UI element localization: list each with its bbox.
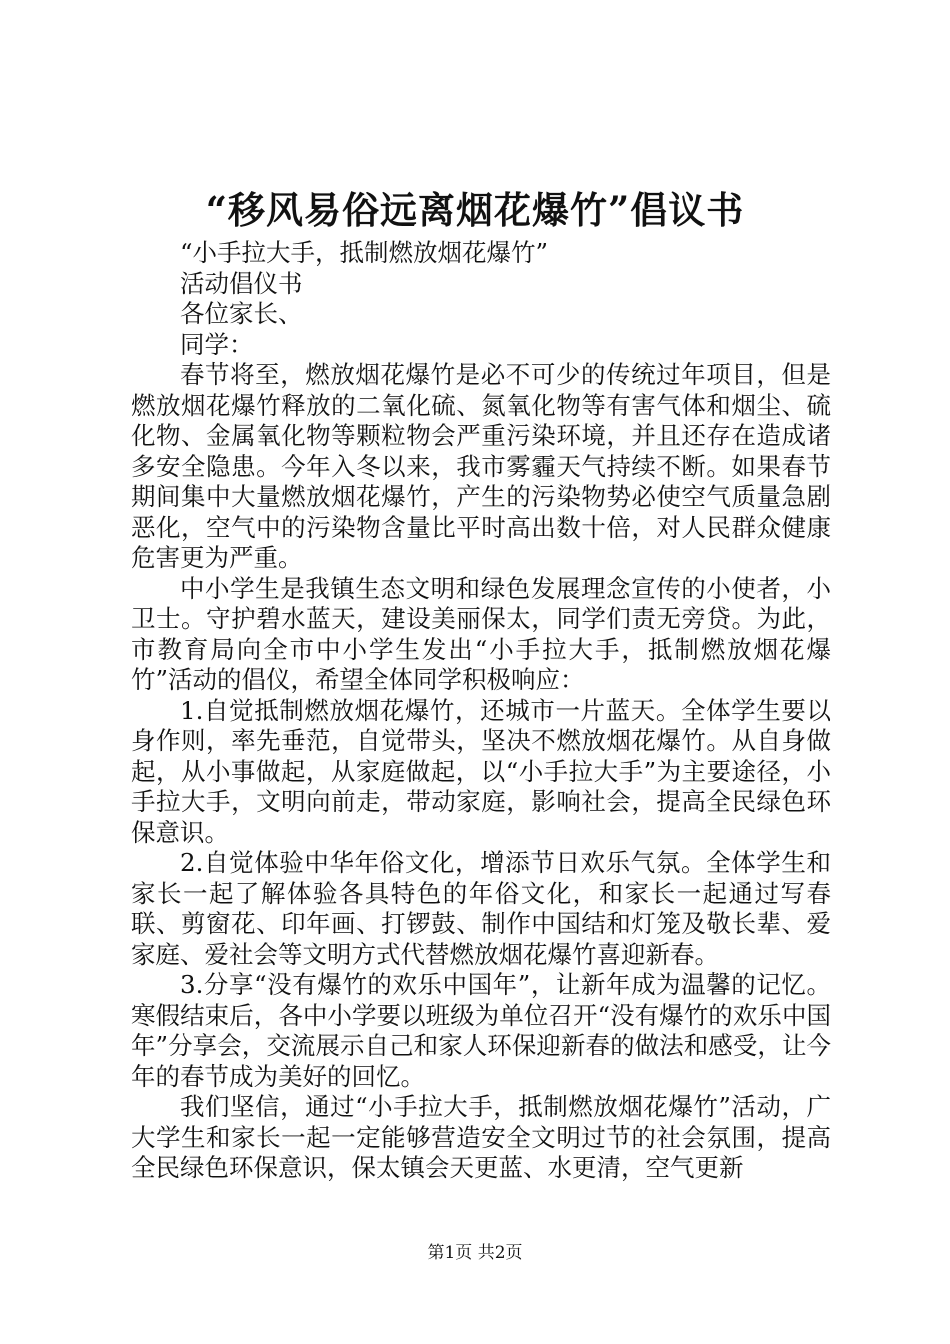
body-paragraph: 我们坚信，通过“小手拉大手，抵制燃放烟花爆竹”活动，广大学生和家长一起一定能够营造安全文明过节的社会氛围，提高全民绿色环保意识，保太镇会天更蓝、水更清，空气更新: [131, 1092, 831, 1182]
body-paragraph: 中小学生是我镇生态文明和绿色发展理念宣传的小使者，小卫士。守护碧水蓝天，建设美丽保太，同学们责无旁贷。为此，市教育局向全市中小学生发出“小手拉大手，抵制燃放烟花爆竹”活动的倡仪，希望全体同学积极响应：: [131, 573, 831, 694]
page-number: 第1页 共2页: [427, 1243, 523, 1263]
body-paragraph: 3.分享“没有爆竹的欢乐中国年”，让新年成为温馨的记忆。寒假结束后，各中小学要以班级为单位召开“没有爆竹的欢乐中国年”分享会，交流展示自己和家人环保迎新春的做法和感受，让今年的春节成为美好的回忆。: [131, 970, 831, 1091]
document-body: [131, 238, 831, 1184]
body-paragraph: 1.自觉抵制燃放烟花爆竹，还城市一片蓝天。全体学生要以身作则，率先垂范，自觉带头，坚决不燃放烟花爆竹。从自身做起，从小事做起，从家庭做起，以“小手拉大手”为主要途径，小手拉大手，文明向前走，带动家庭，影响社会，提高全民绿色环保意识。: [131, 695, 831, 847]
body-paragraph: 春节将至，燃放烟花爆竹是必不可少的传统过年项目，但是燃放烟花爆竹释放的二氧化硫、氮氧化物等有害气体和烟尘、硫化物、金属氧化物等颗粒物会严重污染环境，并且还存在造成诸多安全隐患。今年入冬以来，我市雾霾天气持续不断。如果春节期间集中大量燃放烟花爆竹，产生的污染物势必使空气质量急剧恶化，空气中的污染物含量比平时高出数十倍，对人民群众健康危害更为严重。: [131, 360, 831, 572]
salutation-line: 同学：: [180, 329, 254, 359]
body-paragraph: 2.自觉体验中华年俗文化，增添节日欢乐气氛。全体学生和家长一起了解体验各具特色的年俗文化，和家长一起通过写春联、剪窗花、印年画、打锣鼓、制作中国结和灯笼及敬长辈、爱家庭、爱社会等文明方式代替燃放烟花爆竹喜迎新春。: [131, 848, 831, 969]
subtitle-line: “小手拉大手，抵制燃放烟花爆竹”: [180, 238, 549, 267]
salutation-line: 各位家长、: [180, 299, 303, 328]
document-title: “移风易俗远离烟花爆竹”倡议书: [205, 188, 745, 232]
subtitle-line: 活动倡仪书: [180, 268, 303, 298]
